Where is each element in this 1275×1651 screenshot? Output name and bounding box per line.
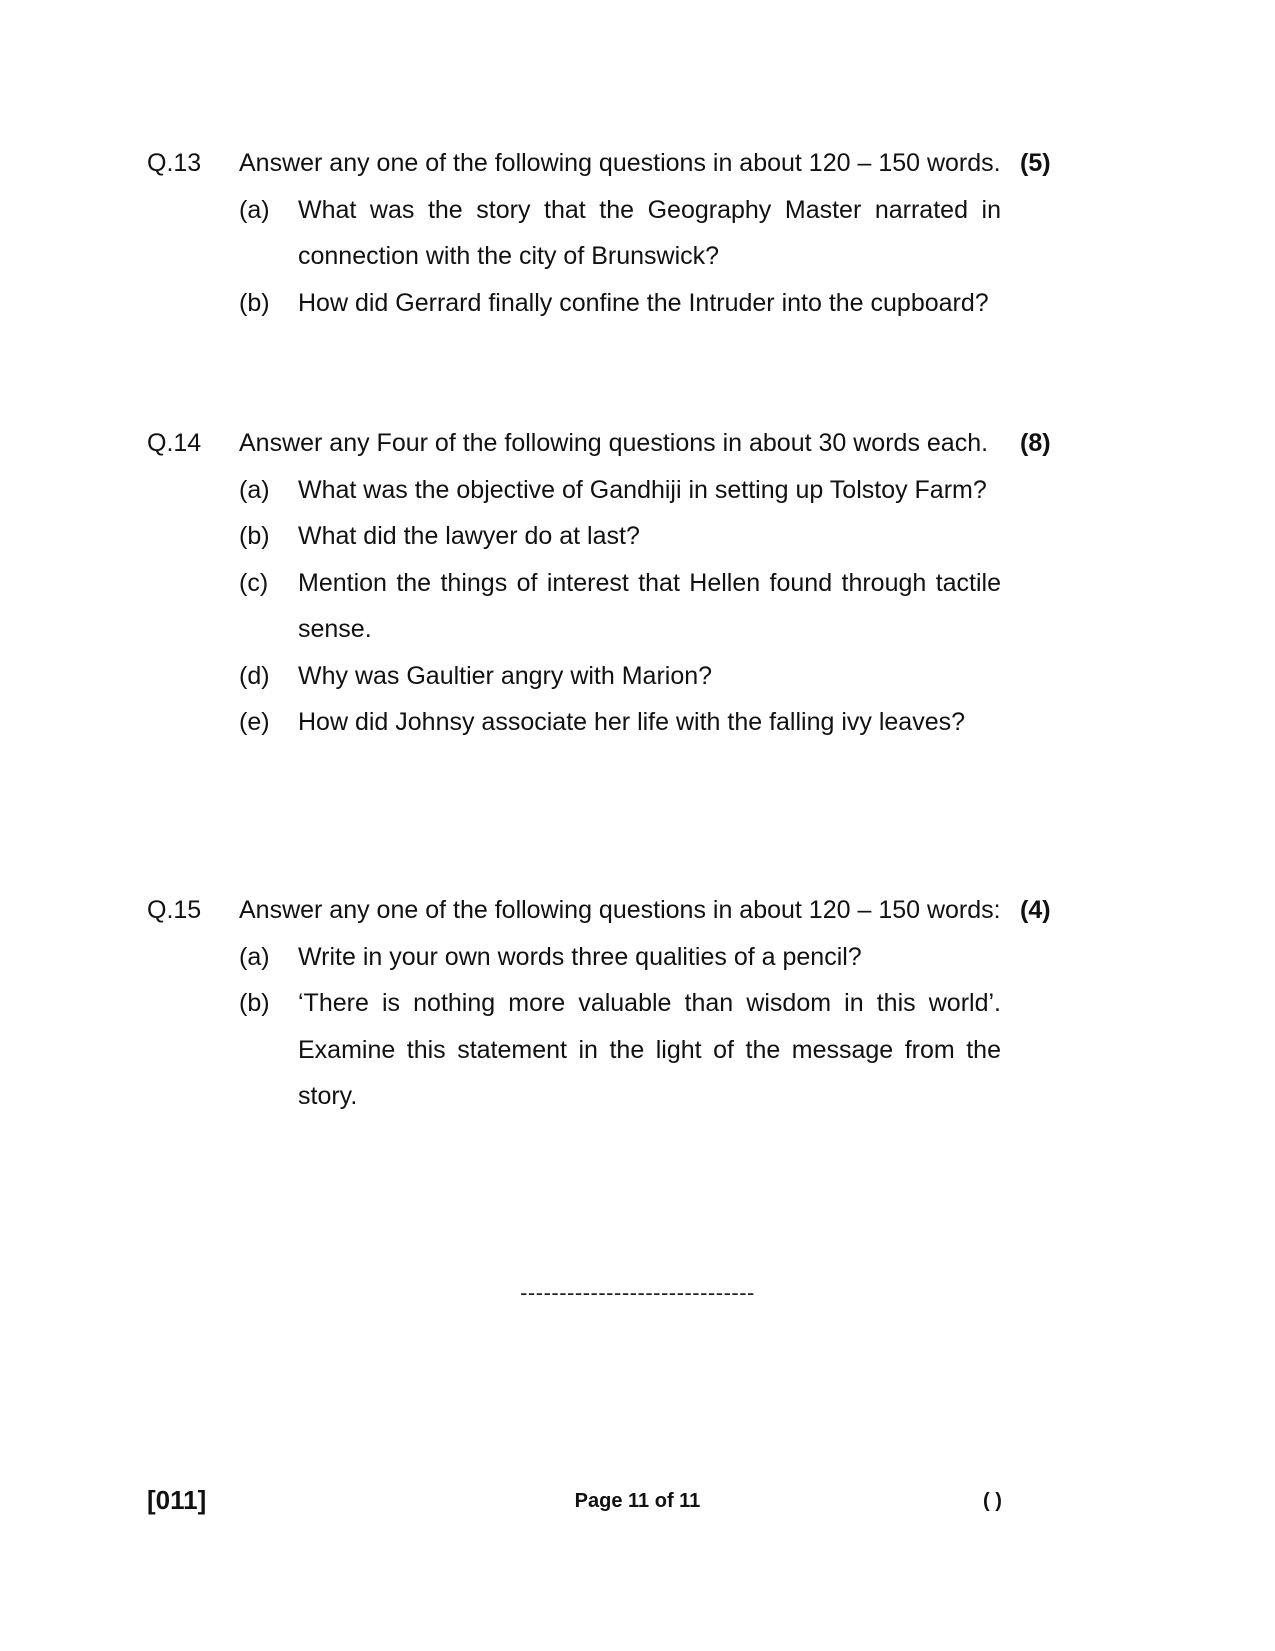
sub-question bbox=[239, 980, 1001, 1120]
sub-question-list bbox=[147, 934, 1067, 1120]
sub-question-label: (a) bbox=[239, 475, 270, 504]
sub-question-label: (a) bbox=[239, 195, 270, 224]
sub-question-label: (d) bbox=[239, 661, 270, 690]
sub-question-text: How did Johnsy associate her life with the falling ivy leaves? bbox=[298, 708, 966, 736]
paper-code: [011] bbox=[147, 1485, 207, 1515]
sub-question-label: (a) bbox=[239, 942, 270, 971]
sub-question-label: (b) bbox=[239, 522, 270, 550]
question-13 bbox=[147, 140, 1067, 326]
sub-question bbox=[239, 934, 1001, 981]
sub-question bbox=[239, 280, 1001, 327]
question-marks: (5) bbox=[1020, 149, 1051, 177]
question-number: Q.14 bbox=[147, 429, 202, 457]
sub-question bbox=[239, 653, 1001, 700]
question-stem: Answer any one of the following questions in about 120 – 150 words. bbox=[239, 149, 1001, 177]
sub-question-text: Write in your own words three qualities of a pencil? bbox=[298, 942, 862, 971]
sub-question-label: (e) bbox=[239, 708, 270, 736]
question-number: Q.15 bbox=[147, 896, 202, 924]
sub-question-text: What was the objective of Gandhiji in setting up Tolstoy Farm? bbox=[298, 475, 987, 504]
sub-question-list bbox=[147, 187, 1067, 327]
sub-question bbox=[239, 187, 1001, 280]
sub-question bbox=[239, 513, 1001, 560]
sub-question-text: Mention the things of interest that Hellen found through tactile sense. bbox=[298, 568, 1001, 643]
question-marks: (8) bbox=[1020, 429, 1051, 457]
sub-question bbox=[239, 467, 1001, 514]
sub-question-label: (c) bbox=[239, 568, 269, 597]
sub-question bbox=[239, 560, 1001, 653]
footer-parentheses: ( ) bbox=[983, 1490, 1002, 1512]
sub-question-text: What did the lawyer do at last? bbox=[298, 522, 640, 550]
question-14 bbox=[147, 420, 1067, 746]
sub-question-label: (b) bbox=[239, 288, 270, 317]
question-marks: (4) bbox=[1020, 896, 1051, 924]
sub-question-text: ‘There is nothing more valuable than wisdom in this world’. Examine this statement in the light of the message from the story. bbox=[298, 989, 1001, 1110]
question-number: Q.13 bbox=[147, 149, 202, 177]
sub-question-text: How did Gerrard finally confine the Intruder into the cupboard? bbox=[298, 288, 989, 317]
sub-question-list bbox=[147, 467, 1067, 746]
question-stem: Answer any one of the following questions in about 120 – 150 words: bbox=[239, 896, 1001, 924]
sub-question-text: What was the story that the Geography Master narrated in connection with the city of Brunswick? bbox=[298, 195, 1001, 270]
sub-question bbox=[239, 699, 1001, 746]
end-of-paper-rule: ------------------------------ bbox=[520, 1280, 755, 1305]
sub-question-text: Why was Gaultier angry with Marion? bbox=[298, 661, 713, 690]
question-15 bbox=[147, 887, 1067, 1120]
question-stem: Answer any Four of the following questions in about 30 words each. bbox=[239, 429, 989, 457]
page-number: Page 11 of 11 bbox=[574, 1490, 701, 1512]
sub-question-label: (b) bbox=[239, 989, 270, 1017]
